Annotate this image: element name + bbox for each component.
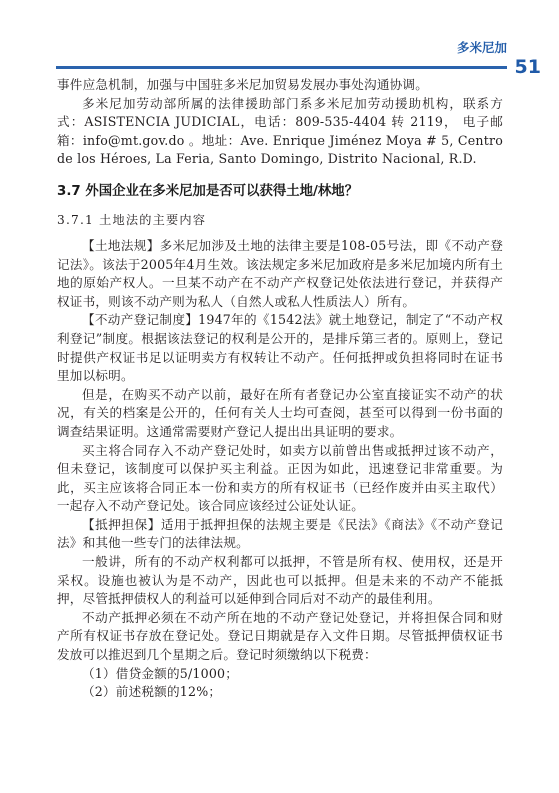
paragraph-mortgageable-rights: 一般讲，所有的不动产权利都可以抵押，不管是所有权、使用权，还是开采权。设施也被认为是不动产，因此也可以抵押。但是未来的不动产不能抵押，尽管抵押债权人的利益可以延伸到合同后对不动产的最佳利用。 <box>57 554 503 607</box>
paragraph-land-law: 【土地法规】多米尼加涉及土地的法律主要是108-05号法，即《不动产登记法》。该法于2005年4月生效。该法规定多米尼加政府是多米尼加境内所有土地的原始产权人。一旦某不动产在不动产产权登记处依法进行登记，并获得产权证书，则该不动产则为私人（自然人或私人性质法人）所有。 <box>57 237 503 309</box>
header-rule <box>56 66 507 69</box>
paragraph-continued: 事件应急机制，加强与中国驻多米尼加贸易发展办事处沟通协调。 <box>57 77 429 92</box>
section-heading-3-7: 3.7 外国企业在多米尼加是否可以获得土地/林地？ <box>57 183 359 199</box>
paragraph-registration-system: 【不动产登记制度】1947年的《1542法》就土地登记，制定了“不动产权利登记”制度。根据该法登记的权利是公开的，是排斥第三者的。原则上，登记时提供产权证书足以证明卖方有权转让不动产。任何抵押或负担将同时在证书里加以标明。 <box>57 312 503 384</box>
list-item-fee-1: （1）借贷金额的5/1000； <box>82 665 239 681</box>
running-header-title: 多米尼加 <box>456 40 507 55</box>
paragraph-mortgage-registration: 不动产抵押必须在不动产所在地的不动产登记处登记，并将担保合同和财产所有权证书存放在登记处。登记日期就是存入文件日期。尽管抵押债权证书发放可以推迟到几个星期之后。登记时须缴纳以下税费： <box>57 609 503 663</box>
paragraph-buyer-registration: 买主将合同存入不动产登记处时，如卖方以前曾出售或抵押过该不动产，但未登记，该制度可以保护买主利益。正因为如此，迅速登记非常重要。为此，买主应该将合同正本一份和卖方的所有权证书（已经作废并由买主取代）一起存入不动产登记处。该合同应该经过公证处认证。 <box>57 442 503 514</box>
subsection-heading-3-7-1: 3.7.1 土地法的主要内容 <box>57 212 207 227</box>
paragraph-verify-status: 但是，在购买不动产以前，最好在所有者登记办公室直接证实不动产的状况，有关的档案是公开的，任何有关人士均可查阅，甚至可以得到一份书面的调查结果证明。这通常需要财产登记人提出出具证明的要求。 <box>57 386 503 439</box>
paragraph-legal-aid-contact: 多米尼加劳动部所属的法律援助部门系多米尼加劳动援助机构，联系方式：ASISTENCIA JUDICIAL，电话：809-535-4404 转 2119， 电子邮箱：info@mt.gov.do 。地址：Ave. Enrique Jiménez Moya # 5, Centro de los Héroes, La Feria, Santo Domingo, Distrito Nacional, R.D. <box>57 95 503 167</box>
paragraph-mortgage-guarantee: 【抵押担保】适用于抵押担保的法规主要是《民法》《商法》《不动产登记法》和其他一些专门的法律法规。 <box>57 516 503 551</box>
page-body <box>57 76 503 702</box>
page-number: 51 <box>514 56 541 78</box>
list-item-fee-2: （2）前述税额的12%； <box>82 684 222 700</box>
